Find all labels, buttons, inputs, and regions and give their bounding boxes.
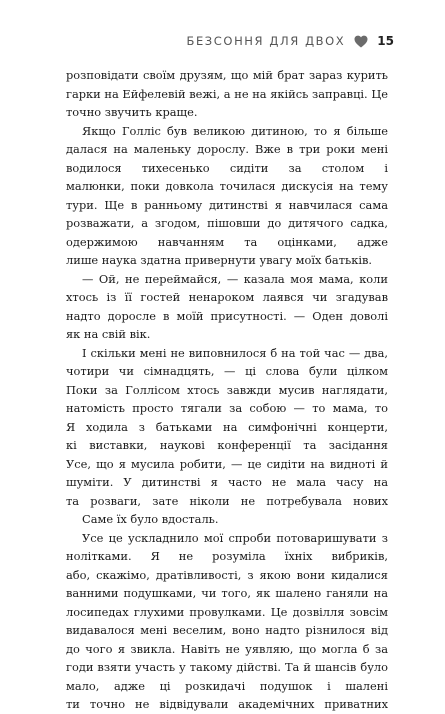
text-line: розповідати своїм друзям, що мій брат зараз курить (66, 68, 388, 82)
text-line: надто доросле в моїй присутності. — Оден доволі (66, 308, 388, 323)
text-line: точно звучить краще. (66, 105, 198, 119)
page-header (186, 31, 394, 51)
text-line: Я ходила з батьками на симфонічні концерти, (66, 419, 388, 434)
text-line: нолітками. Я не розуміла їхніх вибриків, (66, 549, 388, 563)
body-text (66, 66, 388, 714)
text-line: лише наука здатна привернути увагу моїх батьків. (66, 253, 372, 267)
text-line: як на свій вік. (66, 327, 151, 341)
text-line: Поки за Голлісом хтось завжди мусив наглядати, (66, 382, 388, 397)
text-line: мало, адже ці розкидачі подушок і шалені (66, 678, 388, 693)
text-line: хтось із її гостей ненароком лаявся чи згадував (66, 290, 388, 304)
text-line: видавалося мені веселим, воно надто різнилося від (66, 623, 388, 637)
text-line: Усе, що я мусила робити, — це сидіти на видноті й (66, 456, 388, 471)
text-line: шуміти. У дитинстві я часто не мала часу на (66, 475, 388, 489)
text-line: чотири чи сімнадцять, — ці слова були цілком (66, 364, 388, 378)
text-line: — Ой, не переймайся, — казала моя мама, коли (82, 271, 388, 286)
text-line: годи взяти участь у такому дійстві. Та й шансів було (66, 660, 388, 674)
text-line: ти точно не відвідували академічних приватних (66, 697, 388, 711)
text-line: натомість просто тягали за собою — то мама, то (66, 401, 388, 415)
text-line: кі виставки, наукові конференції та засідання (66, 438, 388, 452)
text-line: та розваги, зате ніколи не потребувала нових (66, 493, 388, 508)
text-line: водилося тихесенько сидіти за столом і (66, 160, 388, 175)
text-line: або, скажімо, дратівливості, з якою вони кидалися (66, 567, 388, 582)
page-number: 15 (377, 34, 394, 48)
text-line: далася на маленьку дорослу. Вже в три роки мені (66, 142, 388, 156)
text-line: Саме їх було вдосталь. (82, 512, 219, 526)
text-line: тури. Ще в ранньому дитинстві я навчилася сама (66, 197, 388, 212)
heart-icon (354, 35, 368, 48)
text-line: до чого я звикла. Навіть не уявляю, що могла б за (66, 641, 388, 656)
running-title: БЕЗСОННЯ ДЛЯ ДВОХ (186, 34, 346, 48)
text-line: розважати, а згодом, пішовши до дитячого садка, (66, 216, 388, 230)
text-line: Усе це ускладнило мої спроби потоваришувати з (82, 530, 388, 545)
text-line: лосипедах глухими провулками. Це дозвілля зовсім (66, 604, 388, 619)
text-line: І скільки мені не виповнилося б на той час — два, (82, 345, 388, 360)
text-line: малюнки, поки довкола точилася дискусія на тему (66, 179, 388, 193)
text-line: ванними подушками, чи того, як шалено ганяли на (66, 586, 388, 600)
text-line: Якщо Голліс був великою дитиною, то я більше (82, 123, 388, 138)
text-line: одержимою навчанням та оцінками, адже (66, 234, 388, 249)
text-line: гарки на Ейфелевій вежі, а не на якійсь заправці. Це (66, 86, 388, 101)
